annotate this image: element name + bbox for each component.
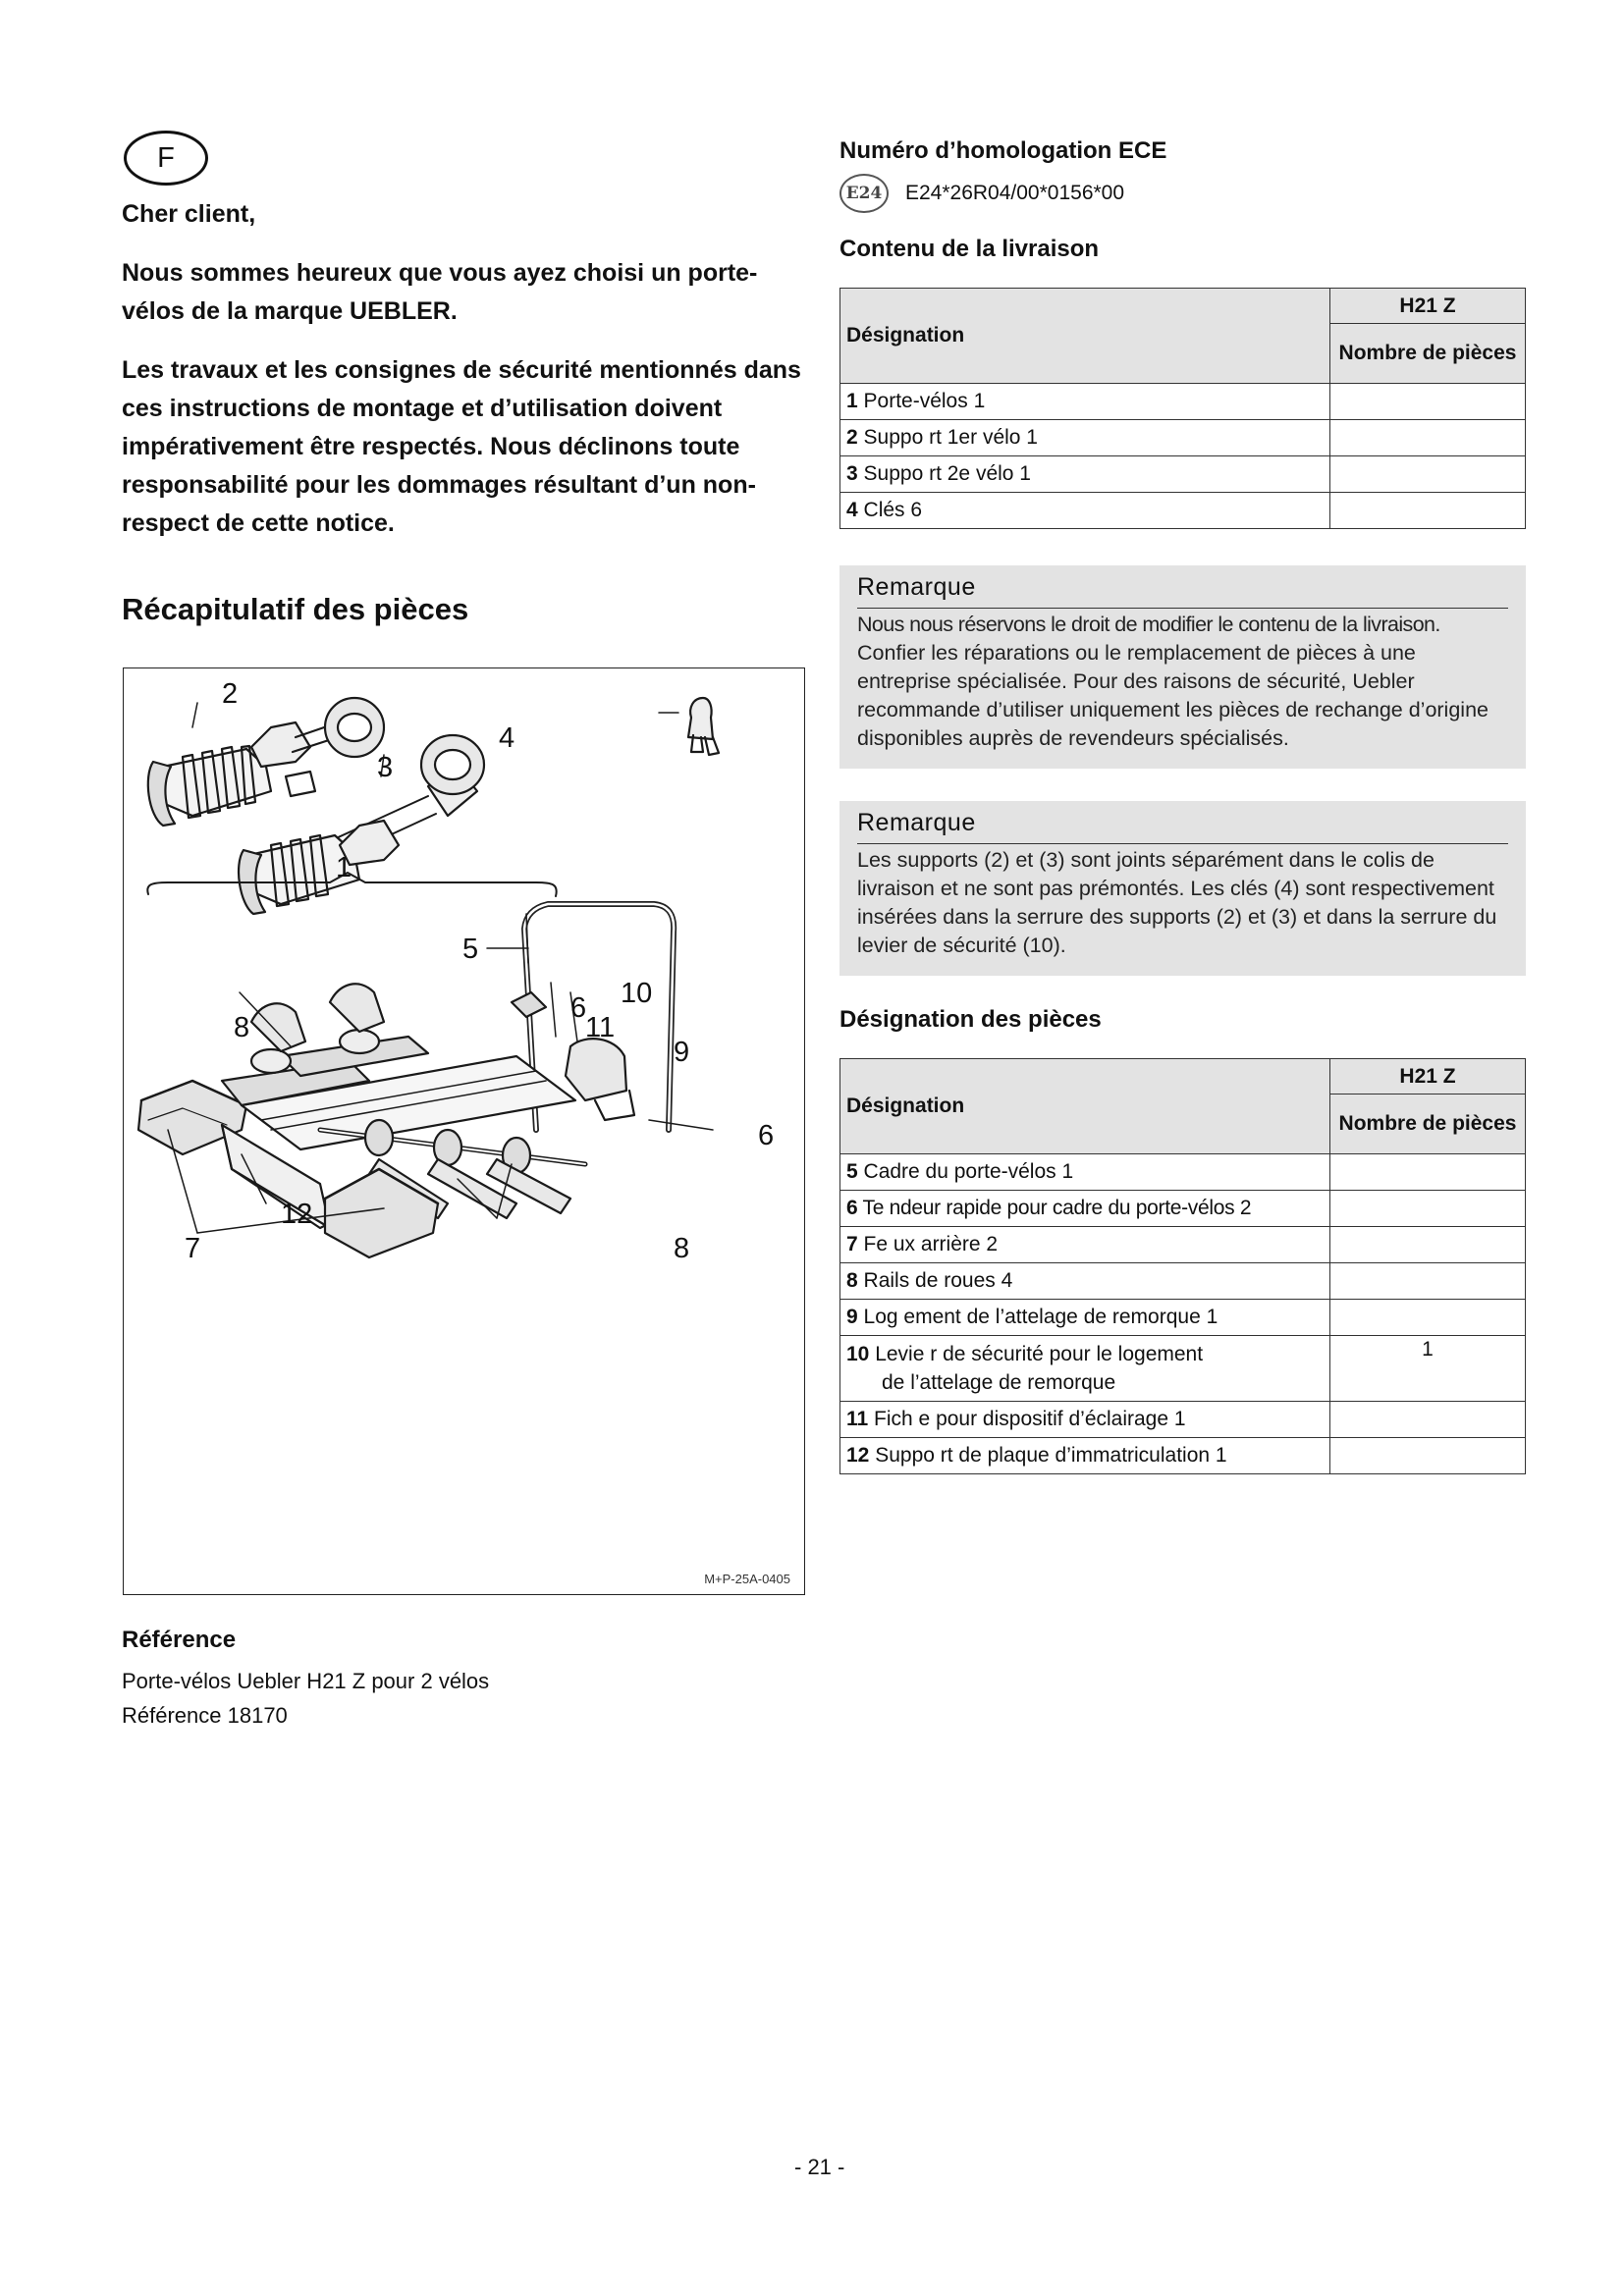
callout-5: 5 [462, 934, 479, 965]
callout-3: 3 [377, 752, 394, 783]
delivery-col-designation: Désignation [840, 289, 1330, 384]
callout-11: 11 [585, 1012, 616, 1043]
table-row [840, 1227, 1526, 1263]
table-row [840, 1191, 1526, 1227]
callout-10: 10 [621, 978, 653, 1009]
designation-table [839, 1058, 1526, 1474]
row-label: Log ement de l’attelage de remorque 1 [863, 1306, 1218, 1328]
row-qty [1330, 1191, 1526, 1227]
callout-6-lower: 6 [758, 1120, 775, 1151]
note-text: Confier les réparations ou le remplacement de pièces à une entreprise spécialisée. Pour des raisons de sécurité, Uebler recommande d’utiliser uniquement les pièces de rechange d’origine disponibles auprès de revendeurs spécialisés. [857, 641, 1489, 750]
row-qty [1330, 420, 1526, 456]
language-code: F [157, 141, 175, 174]
row-label-continued: de l’attelage de remorque [882, 1371, 1116, 1394]
table-row [840, 420, 1526, 456]
row-qty [1330, 456, 1526, 493]
delivery-heading: Contenu de la livraison [839, 236, 1100, 262]
ece-mark-icon [839, 174, 889, 213]
table-row [840, 1336, 1526, 1402]
row-number: 1 [846, 390, 858, 412]
row-number: 2 [846, 426, 858, 449]
table-row [840, 1402, 1526, 1438]
parts-overview-figure [123, 667, 805, 1595]
reference-product: Porte-vélos Uebler H21 Z pour 2 vélos [122, 1669, 490, 1693]
note-box-1 [839, 565, 1526, 769]
delivery-col-pieces: Nombre de pièces [1330, 324, 1526, 384]
callout-6-upper: 6 [570, 992, 587, 1024]
row-label: Clés 6 [863, 499, 923, 521]
reference-number: Référence 18170 [122, 1703, 288, 1728]
reference-heading: Référence [122, 1627, 237, 1653]
row-label: Te ndeur rapide pour cadre du porte-vélos 2 [862, 1197, 1252, 1219]
row-number: 7 [846, 1233, 858, 1255]
callout-7: 7 [185, 1233, 201, 1264]
table-row [840, 384, 1526, 420]
row-label: Suppo rt 2e vélo 1 [863, 462, 1031, 485]
language-badge [124, 131, 208, 186]
callout-2: 2 [222, 678, 239, 710]
row-qty [1330, 384, 1526, 420]
parts-overview-heading: Récapitulatif des pièces [122, 592, 469, 626]
row-qty [1330, 1263, 1526, 1300]
row-number: 3 [846, 462, 858, 485]
row-qty [1330, 1402, 1526, 1438]
callout-9: 9 [674, 1037, 690, 1068]
callout-1: 1 [336, 852, 352, 883]
row-number: 9 [846, 1306, 858, 1328]
ece-number: E24*26R04/00*0156*00 [905, 182, 1125, 204]
keys-4-drawing [659, 698, 719, 755]
greeting: Cher client, [122, 200, 256, 228]
row-label: Fich e pour dispositif d’éclairage 1 [874, 1408, 1186, 1430]
ece-mark-text: E24 [845, 184, 883, 203]
row-label: Levie r de sécurité pour le logement [875, 1343, 1204, 1365]
row-number: 4 [846, 499, 858, 521]
table-row [840, 1300, 1526, 1336]
carrier-body-drawing [138, 914, 634, 1257]
note-title: Remarque [857, 573, 1508, 609]
row-number: 10 [846, 1343, 870, 1365]
note-lead: Nous nous réservons le droit de modifier le contenu de la livraison. [857, 613, 1440, 636]
row-number: 11 [846, 1408, 869, 1430]
page-number: - 21 - [794, 2155, 845, 2179]
figure-code: M+P-25A-0405 [704, 1572, 790, 1586]
callout-4: 4 [499, 722, 515, 754]
designation-heading: Désignation des pièces [839, 1006, 1102, 1033]
note-body: Les supports (2) et (3) sont joints séparément dans le colis de livraison et ne sont pas prémontés. Les clés (4) sont respectivement insérées dans la serrure des supports (2) et (3) et dans la serrure du levier de sécurité (10). [857, 848, 1497, 957]
row-qty [1330, 1300, 1526, 1336]
designation-col-designation: Désignation [840, 1059, 1330, 1154]
callout-8-lower: 8 [674, 1233, 690, 1264]
row-qty: 1 [1330, 1336, 1526, 1402]
row-label: Cadre du porte-vélos 1 [863, 1160, 1074, 1183]
support-2-drawing [148, 698, 384, 826]
callout-12: 12 [281, 1199, 313, 1230]
row-label: Rails de roues 4 [863, 1269, 1013, 1292]
row-number: 12 [846, 1444, 870, 1467]
designation-col-model: H21 Z [1330, 1059, 1526, 1095]
row-label: Porte-vélos 1 [863, 390, 986, 412]
callout-8-upper: 8 [234, 1012, 250, 1043]
table-row [840, 493, 1526, 529]
row-number: 6 [846, 1197, 858, 1219]
designation-col-pieces: Nombre de pièces [1330, 1095, 1526, 1154]
bike-carrier-illustration [124, 668, 804, 1594]
row-label: Fe ux arrière 2 [863, 1233, 999, 1255]
intro-paragraph: Nous sommes heureux que vous ayez choisi un porte-vélos de la marque UEBLER. [122, 259, 758, 325]
row-qty [1330, 1227, 1526, 1263]
row-number: 5 [846, 1160, 858, 1183]
table-row [840, 1154, 1526, 1191]
ece-heading: Numéro d’homologation ECE [839, 137, 1167, 164]
table-row [840, 1263, 1526, 1300]
row-label: Suppo rt 1er vélo 1 [863, 426, 1038, 449]
note-body [857, 611, 1508, 753]
delivery-col-model: H21 Z [1330, 289, 1526, 324]
table-row [840, 1438, 1526, 1474]
note-box-2 [839, 801, 1526, 976]
note-title: Remarque [857, 809, 1508, 844]
row-number: 8 [846, 1269, 858, 1292]
row-label: Suppo rt de plaque d’immatriculation 1 [875, 1444, 1227, 1467]
safety-paragraph: Les travaux et les consignes de sécurité mentionnés dans ces instructions de montage et d’utilisation doivent impérativement être respectés. Nous déclinons toute responsabilité pour les dommages résultant d’un non-respect de cette notice. [122, 356, 801, 537]
row-qty [1330, 1438, 1526, 1474]
row-qty [1330, 493, 1526, 529]
row-qty [1330, 1154, 1526, 1191]
delivery-table [839, 288, 1526, 529]
table-row [840, 456, 1526, 493]
